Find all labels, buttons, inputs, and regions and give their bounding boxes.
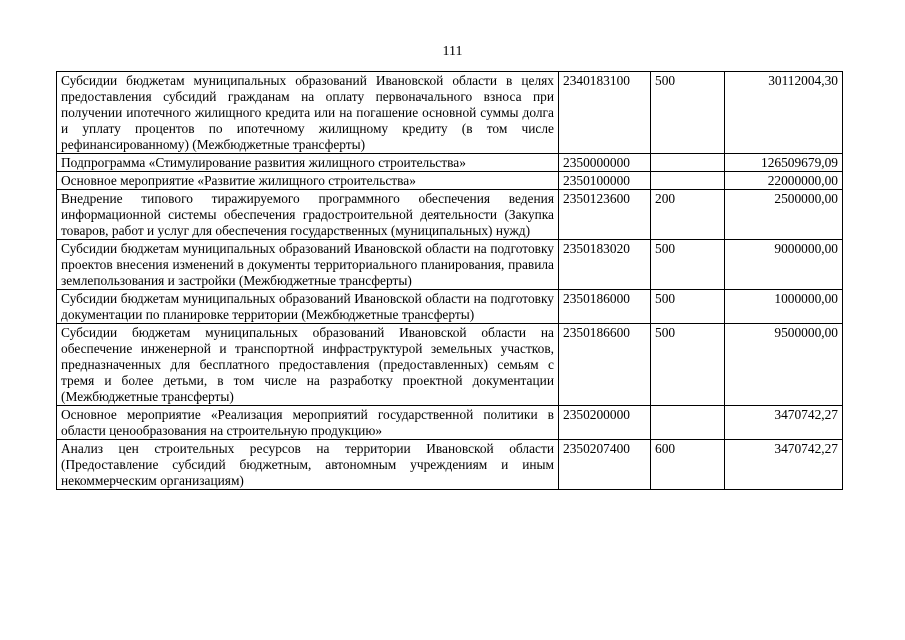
row-type-cell: 500: [651, 290, 725, 324]
row-type-cell: 600: [651, 440, 725, 490]
table-row: [57, 406, 843, 440]
page-number: 111: [442, 44, 463, 59]
table-row: [57, 172, 843, 190]
table-row: [57, 154, 843, 172]
row-code-cell: 2350183020: [559, 240, 651, 290]
row-code-cell: 2350100000: [559, 172, 651, 190]
row-sum-cell: 22000000,00: [725, 172, 843, 190]
table-row: [57, 324, 843, 406]
row-name-cell: Подпрограмма «Стимулирование развития жилищного строительства»: [57, 154, 559, 172]
row-code-cell: 2350123600: [559, 190, 651, 240]
row-name-cell: Субсидии бюджетам муниципальных образований Ивановской области на подготовку документации по планировке территории (Межбюджетные трансферты): [57, 290, 559, 324]
row-name-cell: Субсидии бюджетам муниципальных образований Ивановской области на обеспечение инженерной и транспортной инфраструктурой земельных участков, предназначенных для бесплатного предоставления (предоставленных) семьям с тремя и более детьми, в том числе на разработку проектной документации (Межбюджетные трансферты): [57, 324, 559, 406]
table-row: [57, 240, 843, 290]
row-type-cell: 200: [651, 190, 725, 240]
row-name-cell: Анализ цен строительных ресурсов на территории Ивановской области (Предоставление субсидий бюджетным, автономным учреждениям и иным некоммерческим организациям): [57, 440, 559, 490]
row-code-cell: 2340183100: [559, 72, 651, 154]
row-name-cell: Субсидии бюджетам муниципальных образований Ивановской области на подготовку проектов внесения изменений в документы территориального планирования, правила землепользования и застройки (Межбюджетные трансферты): [57, 240, 559, 290]
row-type-cell: [651, 406, 725, 440]
row-code-cell: 2350186000: [559, 290, 651, 324]
row-sum-cell: 126509679,09: [725, 154, 843, 172]
row-name-cell: Субсидии бюджетам муниципальных образований Ивановской области в целях предоставления субсидий гражданам на оплату первоначального взноса при получении ипотечного жилищного кредита или на погашение основной суммы долга и уплату процентов по ипотечному жилищному кредиту (в том числе рефинансированному) (Межбюджетные трансферты): [57, 72, 559, 154]
row-sum-cell: 3470742,27: [725, 406, 843, 440]
row-sum-cell: 30112004,30: [725, 72, 843, 154]
row-type-cell: 500: [651, 324, 725, 406]
row-sum-cell: 2500000,00: [725, 190, 843, 240]
row-name-cell: Внедрение типового тиражируемого программного обеспечения ведения информационной системы обеспечения градостроительной деятельности (Закупка товаров, работ и услуг для обеспечения государственных (муниципальных) нужд): [57, 190, 559, 240]
table-row: [57, 72, 843, 154]
table-row: [57, 440, 843, 490]
row-type-cell: 500: [651, 72, 725, 154]
table-row: [57, 290, 843, 324]
row-name-cell: Основное мероприятие «Реализация мероприятий государственной политики в области ценообразования на строительную продукцию»: [57, 406, 559, 440]
budget-table: [56, 71, 843, 490]
row-code-cell: 2350186600: [559, 324, 651, 406]
row-code-cell: 2350207400: [559, 440, 651, 490]
row-name-cell: Основное мероприятие «Развитие жилищного строительства»: [57, 172, 559, 190]
row-sum-cell: 3470742,27: [725, 440, 843, 490]
row-type-cell: [651, 172, 725, 190]
row-code-cell: 2350200000: [559, 406, 651, 440]
row-type-cell: [651, 154, 725, 172]
row-type-cell: 500: [651, 240, 725, 290]
row-sum-cell: 9000000,00: [725, 240, 843, 290]
row-sum-cell: 1000000,00: [725, 290, 843, 324]
table-row: [57, 190, 843, 240]
row-code-cell: 2350000000: [559, 154, 651, 172]
row-sum-cell: 9500000,00: [725, 324, 843, 406]
